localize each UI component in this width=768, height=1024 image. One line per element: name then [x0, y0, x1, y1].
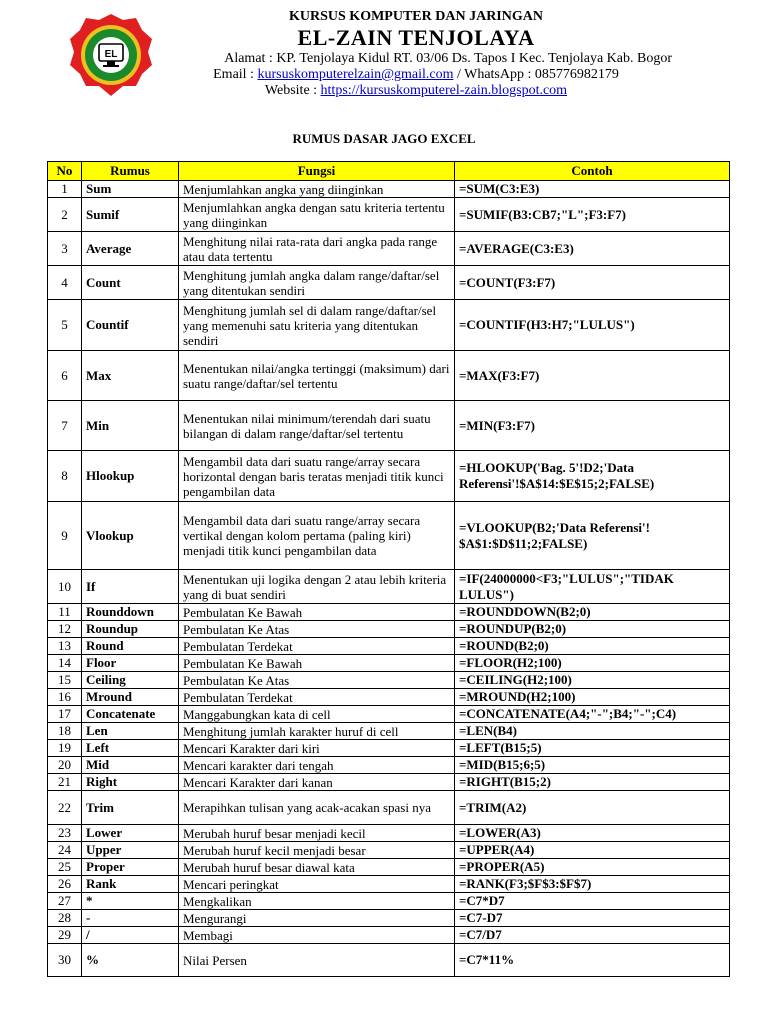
table-row: [48, 232, 730, 266]
cell-no: 15: [48, 672, 82, 689]
cell-fungsi: Mengambil data dari suatu range/array secara vertikal dengan kolom pertama (paling kiri) menjadi titik kunci pengambilan data: [179, 502, 455, 570]
table-header-row: [48, 162, 730, 181]
cell-no: 18: [48, 723, 82, 740]
cell-no: 24: [48, 842, 82, 859]
cell-contoh: =IF(24000000<F3;"LULUS";"TIDAK LULUS"): [455, 570, 730, 604]
table-row: [48, 604, 730, 621]
cell-no: 3: [48, 232, 82, 266]
table-row: [48, 859, 730, 876]
cell-rumus: Sumif: [82, 198, 179, 232]
table-row: [48, 706, 730, 723]
cell-contoh: =LEN(B4): [455, 723, 730, 740]
cell-contoh: =SUM(C3:E3): [455, 181, 730, 198]
cell-fungsi: Mengkalikan: [179, 893, 455, 910]
cell-contoh: =MID(B15;6;5): [455, 757, 730, 774]
table-row: [48, 401, 730, 451]
course-logo-emblem: [68, 12, 154, 98]
table-row: [48, 621, 730, 638]
cell-fungsi: Nilai Persen: [179, 944, 455, 977]
cell-no: 27: [48, 893, 82, 910]
cell-rumus: Left: [82, 740, 179, 757]
table-row: [48, 825, 730, 842]
cell-fungsi: Pembulatan Terdekat: [179, 689, 455, 706]
table-row: [48, 300, 730, 351]
table-row: [48, 181, 730, 198]
cell-rumus: Len: [82, 723, 179, 740]
cell-no: 25: [48, 859, 82, 876]
cell-no: 12: [48, 621, 82, 638]
table-row: [48, 655, 730, 672]
cell-rumus: Proper: [82, 859, 179, 876]
cell-contoh: =C7/D7: [455, 927, 730, 944]
cell-no: 5: [48, 300, 82, 351]
logo-lettering: EL: [104, 49, 118, 60]
cell-fungsi: Mencari karakter dari tengah: [179, 757, 455, 774]
cell-contoh: =AVERAGE(C3:E3): [455, 232, 730, 266]
cell-rumus: Upper: [82, 842, 179, 859]
table-row: [48, 451, 730, 502]
cell-no: 7: [48, 401, 82, 451]
cell-rumus: Hlookup: [82, 451, 179, 502]
cell-rumus: If: [82, 570, 179, 604]
cell-contoh: =FLOOR(H2;100): [455, 655, 730, 672]
cell-contoh: =TRIM(A2): [455, 791, 730, 825]
column-header-rumus: Rumus: [82, 162, 179, 181]
cell-contoh: =ROUNDDOWN(B2;0): [455, 604, 730, 621]
cell-contoh: =COUNTIF(H3:H7;"LULUS"): [455, 300, 730, 351]
cell-no: 20: [48, 757, 82, 774]
cell-contoh: =RIGHT(B15;2): [455, 774, 730, 791]
table-row: [48, 689, 730, 706]
cell-no: 14: [48, 655, 82, 672]
cell-fungsi: Menghitung jumlah sel di dalam range/daftar/sel yang memenuhi satu kriteria yang ditentukan sendiri: [179, 300, 455, 351]
cell-no: 11: [48, 604, 82, 621]
cell-contoh: =SUMIF(B3:CB7;"L";F3:F7): [455, 198, 730, 232]
cell-rumus: Floor: [82, 655, 179, 672]
cell-contoh: =VLOOKUP(B2;'Data Referensi'! $A$1:$D$11;2;FALSE): [455, 502, 730, 570]
email-label: Email :: [213, 67, 258, 82]
cell-rumus: Countif: [82, 300, 179, 351]
cell-fungsi: Merapihkan tulisan yang acak-acakan spasi nya: [179, 791, 455, 825]
cell-no: 29: [48, 927, 82, 944]
table-row: [48, 502, 730, 570]
table-row: [48, 266, 730, 300]
table-row: [48, 791, 730, 825]
cell-fungsi: Merubah huruf besar diawal kata: [179, 859, 455, 876]
table-row: [48, 723, 730, 740]
cell-contoh: =UPPER(A4): [455, 842, 730, 859]
letterhead: [0, 0, 768, 110]
cell-rumus: Mround: [82, 689, 179, 706]
contact-line: [150, 67, 682, 83]
cell-contoh: =LEFT(B15;5): [455, 740, 730, 757]
cell-no: 13: [48, 638, 82, 655]
cell-rumus: Rank: [82, 876, 179, 893]
cell-contoh: =COUNT(F3:F7): [455, 266, 730, 300]
cell-no: 26: [48, 876, 82, 893]
table-row: [48, 351, 730, 401]
cell-fungsi: Menjumlahkan angka dengan satu kriteria tertentu yang diinginkan: [179, 198, 455, 232]
cell-rumus: /: [82, 927, 179, 944]
whatsapp-text: / WhatsApp : 085776982179: [453, 67, 619, 82]
cell-rumus: Max: [82, 351, 179, 401]
cell-no: 21: [48, 774, 82, 791]
website-link[interactable]: https://kursuskomputerel-zain.blogspot.com: [320, 83, 568, 98]
cell-rumus: Sum: [82, 181, 179, 198]
cell-rumus: Count: [82, 266, 179, 300]
cell-contoh: =C7*11%: [455, 944, 730, 977]
cell-fungsi: Pembulatan Ke Atas: [179, 672, 455, 689]
org-address: Alamat : KP. Tenjolaya Kidul RT. 03/06 Ds. Tapos I Kec. Tenjolaya Kab. Bogor: [224, 51, 672, 66]
table-row: [48, 893, 730, 910]
website-label: Website :: [264, 83, 321, 98]
cell-fungsi: Merubah huruf besar menjadi kecil: [179, 825, 455, 842]
cell-rumus: Right: [82, 774, 179, 791]
cell-fungsi: Merubah huruf kecil menjadi besar: [179, 842, 455, 859]
excel-formula-table: [47, 161, 730, 977]
cell-fungsi: Menentukan uji logika dengan 2 atau lebih kriteria yang di buat sendiri: [179, 570, 455, 604]
email-link[interactable]: kursuskomputerelzain@gmail.com: [257, 67, 454, 82]
table-row: [48, 570, 730, 604]
table-row: [48, 774, 730, 791]
org-name: EL-ZAIN TENJOLAYA: [297, 25, 535, 50]
cell-no: 1: [48, 181, 82, 198]
cell-no: 30: [48, 944, 82, 977]
cell-contoh: =C7*D7: [455, 893, 730, 910]
cell-fungsi: Pembulatan Ke Bawah: [179, 604, 455, 621]
website-line: [150, 83, 682, 99]
table-row: [48, 927, 730, 944]
cell-fungsi: Mengurangi: [179, 910, 455, 927]
cell-contoh: =ROUNDUP(B2;0): [455, 621, 730, 638]
cell-rumus: Min: [82, 401, 179, 451]
cell-rumus: Average: [82, 232, 179, 266]
cell-contoh: =PROPER(A5): [455, 859, 730, 876]
document-title: RUMUS DASAR JAGO EXCEL: [292, 131, 476, 146]
cell-fungsi: Mencari Karakter dari kiri: [179, 740, 455, 757]
cell-fungsi: Pembulatan Terdekat: [179, 638, 455, 655]
cell-fungsi: Pembulatan Ke Bawah: [179, 655, 455, 672]
table-row: [48, 672, 730, 689]
cell-no: 8: [48, 451, 82, 502]
cell-no: 4: [48, 266, 82, 300]
org-type: KURSUS KOMPUTER DAN JARINGAN: [289, 9, 543, 24]
cell-fungsi: Mencari Karakter dari kanan: [179, 774, 455, 791]
column-header-no: No: [48, 162, 82, 181]
table-row: [48, 198, 730, 232]
cell-no: 22: [48, 791, 82, 825]
cell-fungsi: Manggabungkan kata di cell: [179, 706, 455, 723]
cell-fungsi: Menghitung jumlah karakter huruf di cell: [179, 723, 455, 740]
cell-fungsi: Menghitung jumlah angka dalam range/daftar/sel yang ditentukan sendiri: [179, 266, 455, 300]
cell-no: 19: [48, 740, 82, 757]
column-header-fungsi: Fungsi: [179, 162, 455, 181]
cell-contoh: =RANK(F3;$F$3:$F$7): [455, 876, 730, 893]
table-row: [48, 876, 730, 893]
cell-no: 16: [48, 689, 82, 706]
cell-contoh: =MAX(F3:F7): [455, 351, 730, 401]
cell-no: 2: [48, 198, 82, 232]
cell-contoh: =HLOOKUP('Bag. 5'!D2;'Data Referensi'!$A$14:$E$15;2;FALSE): [455, 451, 730, 502]
table-row: [48, 757, 730, 774]
cell-contoh: =LOWER(A3): [455, 825, 730, 842]
cell-contoh: =CONCATENATE(A4;"-";B4;"-";C4): [455, 706, 730, 723]
cell-fungsi: Menentukan nilai minimum/terendah dari suatu bilangan di dalam range/daftar/sel tertentu: [179, 401, 455, 451]
cell-fungsi: Pembulatan Ke Atas: [179, 621, 455, 638]
cell-fungsi: Menghitung nilai rata-rata dari angka pada range atau data tertentu: [179, 232, 455, 266]
cell-contoh: =CEILING(H2;100): [455, 672, 730, 689]
cell-contoh: =MIN(F3:F7): [455, 401, 730, 451]
cell-no: 9: [48, 502, 82, 570]
cell-rumus: Round: [82, 638, 179, 655]
cell-contoh: =MROUND(H2;100): [455, 689, 730, 706]
cell-rumus: Ceiling: [82, 672, 179, 689]
cell-no: 6: [48, 351, 82, 401]
cell-fungsi: Menentukan nilai/angka tertinggi (maksimum) dari suatu range/daftar/sel tertentu: [179, 351, 455, 401]
cell-rumus: *: [82, 893, 179, 910]
cell-rumus: Concatenate: [82, 706, 179, 723]
column-header-contoh: Contoh: [455, 162, 730, 181]
cell-contoh: =ROUND(B2;0): [455, 638, 730, 655]
cell-fungsi: Mengambil data dari suatu range/array secara horizontal dengan baris teratas menjadi titik kunci pengambilan data: [179, 451, 455, 502]
table-row: [48, 910, 730, 927]
cell-no: 10: [48, 570, 82, 604]
cell-no: 23: [48, 825, 82, 842]
cell-fungsi: Mencari peringkat: [179, 876, 455, 893]
cell-rumus: Trim: [82, 791, 179, 825]
cell-fungsi: Menjumlahkan angka yang diinginkan: [179, 181, 455, 198]
cell-rumus: Lower: [82, 825, 179, 842]
cell-fungsi: Membagi: [179, 927, 455, 944]
cell-no: 28: [48, 910, 82, 927]
cell-rumus: Mid: [82, 757, 179, 774]
cell-rumus: Vlookup: [82, 502, 179, 570]
cell-rumus: %: [82, 944, 179, 977]
cell-rumus: Rounddown: [82, 604, 179, 621]
cell-rumus: Roundup: [82, 621, 179, 638]
cell-no: 17: [48, 706, 82, 723]
table-row: [48, 638, 730, 655]
cell-contoh: =C7-D7: [455, 910, 730, 927]
cell-rumus: -: [82, 910, 179, 927]
table-row: [48, 740, 730, 757]
table-row: [48, 944, 730, 977]
table-row: [48, 842, 730, 859]
